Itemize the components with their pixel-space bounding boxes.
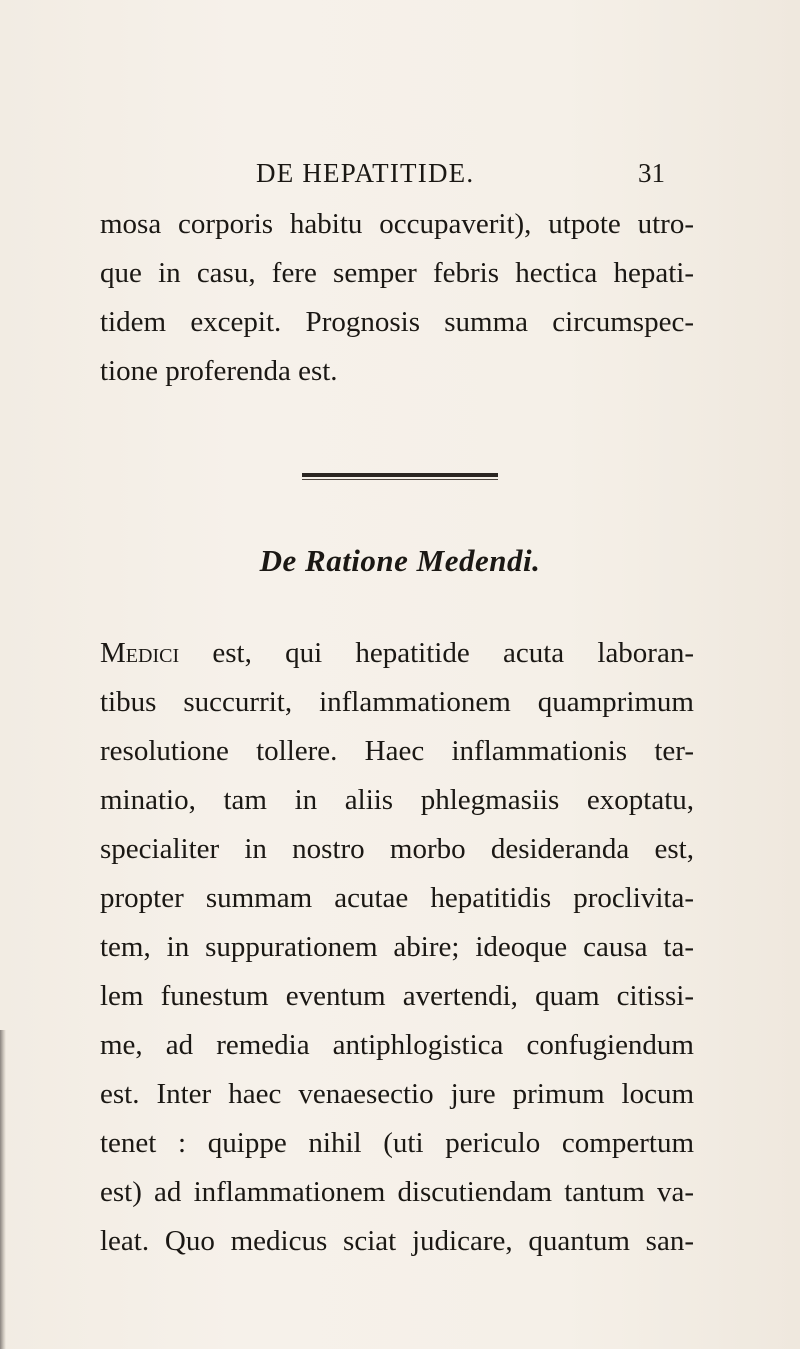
first-line-text: est, qui hepatitide acuta laboran-: [179, 637, 694, 669]
text-line: resolutione tollere. Haec inflammationis ter-: [100, 735, 694, 767]
page-number: 31: [638, 158, 665, 188]
text-line: tibus succurrit, inflammationem quamprimum: [100, 686, 694, 718]
section-heading: De Ratione Medendi.: [259, 543, 541, 578]
page-header: [0, 158, 800, 198]
text-line: mosa corporis habitu occupaverit), utpote utro-: [100, 208, 694, 240]
text-line: specialiter in nostro morbo desideranda est,: [100, 833, 694, 865]
text-line: est. Inter haec venaesectio jure primum locum: [100, 1078, 694, 1110]
binding-shadow: [0, 1030, 6, 1349]
text-line: tidem excepit. Prognosis summa circumspec-: [100, 306, 694, 338]
lead-word: Medici: [100, 637, 180, 669]
text-line: leat. Quo medicus sciat judicare, quantum san-: [100, 1225, 694, 1257]
text-line: est) ad inflammationem discutiendam tantum va-: [100, 1176, 694, 1208]
text-line: tem, in suppurationem abire; ideoque causa ta-: [100, 931, 694, 963]
text-line-first: [100, 629, 694, 678]
text-line: minatio, tam in aliis phlegmasiis exoptatu,: [100, 784, 694, 816]
paragraph-main: [100, 629, 694, 1266]
text-line: que in casu, fere semper febris hectica hepati-: [100, 257, 694, 289]
text-line: lem funestum eventum avertendi, quam citissi-: [100, 980, 694, 1012]
text-line: tione proferenda est.: [100, 355, 338, 387]
text-line: propter summam acutae hepatitidis proclivita-: [100, 882, 694, 914]
section-divider-thick: [302, 473, 498, 477]
section-divider-thin: [302, 479, 498, 480]
text-line: me, ad remedia antiphlogistica confugiendum: [100, 1029, 694, 1061]
text-line: tenet : quippe nihil (uti periculo compertum: [100, 1127, 694, 1159]
running-head: DE HEPATITIDE.: [256, 158, 475, 188]
paragraph-continuation: [100, 200, 694, 396]
